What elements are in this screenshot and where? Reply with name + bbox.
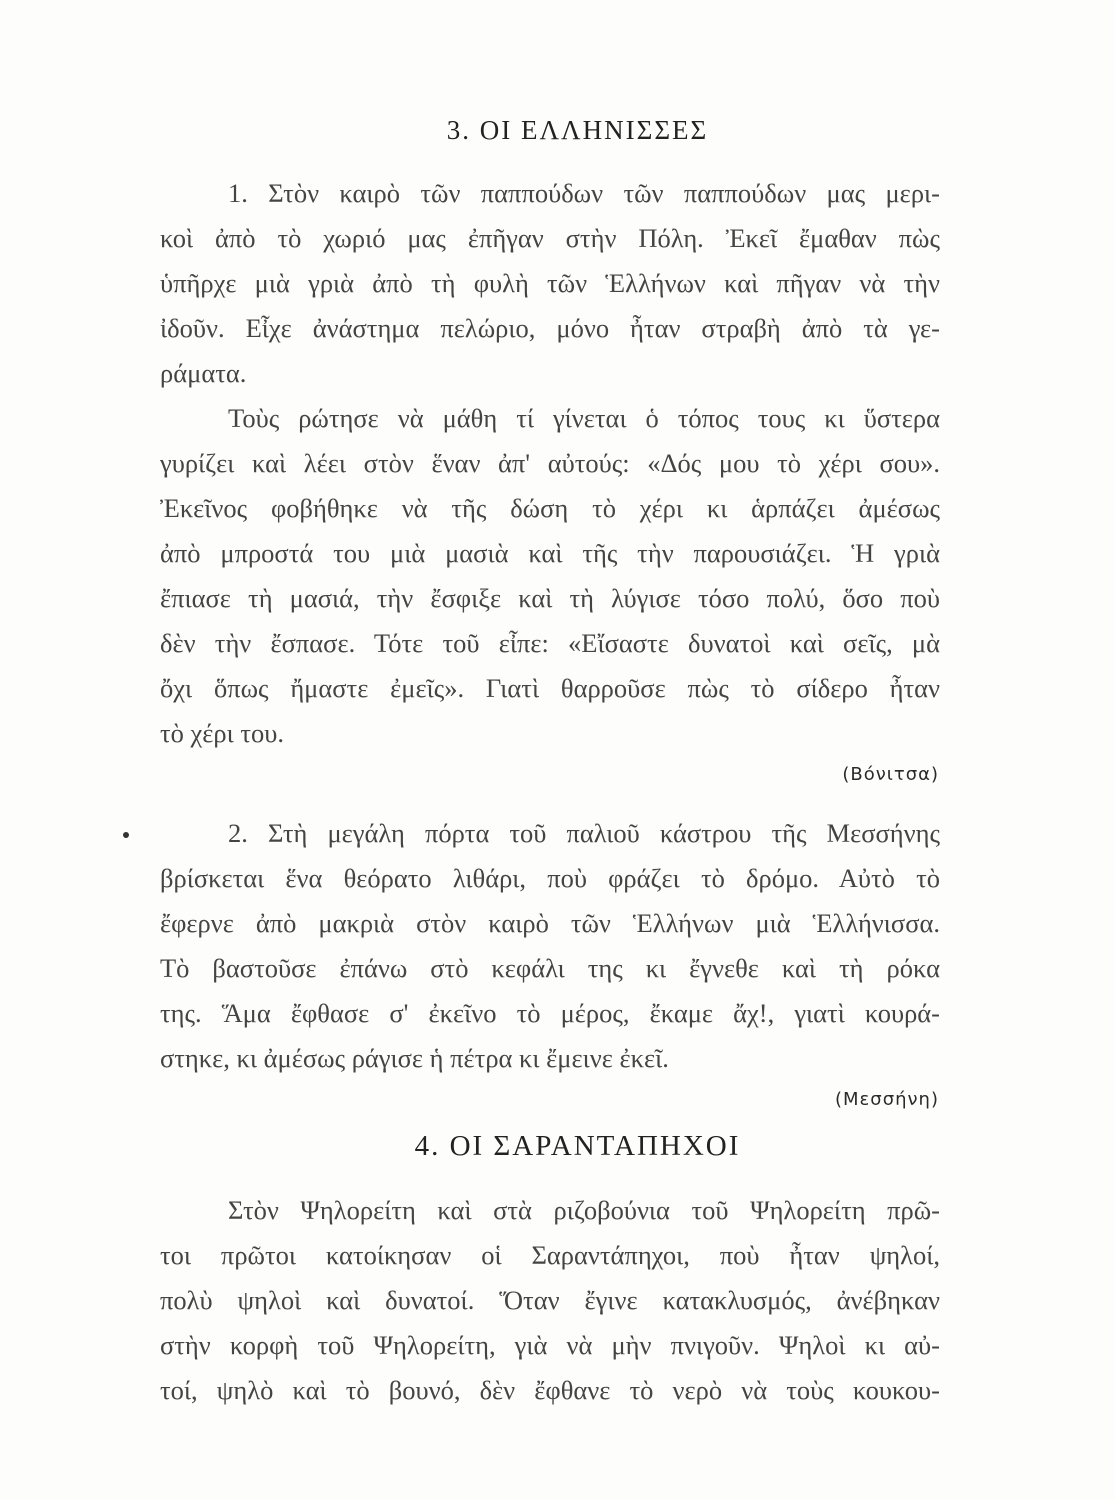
section-4-heading: 4. ΟΙ ΣΑΡΑΝΤΑΠΗΧΟΙ [414,1130,741,1162]
story2-line: της. Ἅμα ἔφθασε σ' ἐκεῖνο τὸ μέρος, ἔκαμε ἄχ!, γιατὶ κουρά- [160,998,940,1028]
story1-line: ἰδοῦν. Εἶχε ἀνάστημα πελώριο, μόνο ἦταν στραβὴ ἀπὸ τὰ γε- [160,313,940,343]
story2-line: βρίσκεται ἕνα θεόρατο λιθάρι, ποὺ φράζει τὸ δρόμο. Αὐτὸ τὸ [160,863,940,893]
story2-line: Τὸ βαστοῦσε ἐπάνω στὸ κεφάλι της κι ἔγνεθε καὶ τὴ ρόκα [160,953,940,983]
story1-line: γυρίζει καὶ λέει στὸν ἕναν ἀπ' αὐτούς: «Δός μου τὸ χέρι σου». [160,448,940,478]
story2-line: στηκε, κι ἀμέσως ράγισε ἡ πέτρα κι ἔμεινε ἐκεῖ. [160,1043,669,1073]
story2-line: 2. Στὴ μεγάλη πόρτα τοῦ παλιοῦ κάστρου τῆς Μεσσήνης [228,818,940,848]
section4-line: Στὸν Ψηλορείτη καὶ στὰ ριζοβούνια τοῦ Ψηλορείτη πρῶ- [228,1195,940,1225]
story1-line: κοὶ ἀπὸ τὸ χωριό μας ἐπῆγαν στὴν Πόλη. Ἐκεῖ ἔμαθαν πὼς [160,223,940,253]
story2-source: (Μεσσήνη) [835,1089,939,1110]
story1-line: ἔπιασε τὴ μασιά, τὴν ἔσφιξε καὶ τὴ λύγισε τόσο πολύ, ὅσο ποὺ [160,583,940,613]
section4-line: πολὺ ψηλοὶ καὶ δυνατοί. Ὅταν ἔγινε κατακλυσμός, ἀνέβηκαν [160,1285,940,1315]
story1-line: ὄχι ὅπως ἤμαστε ἐμεῖς». Γιατὶ θαρροῦσε πὼς τὸ σίδερο ἦταν [160,673,940,703]
story2-line: ἔφερνε ἀπὸ μακριὰ στὸν καιρὸ τῶν Ἑλλήνων μιὰ Ἑλλήνισσα. [160,908,940,938]
section4-line: στὴν κορφὴ τοῦ Ψηλορείτη, γιὰ νὰ μὴν πνιγοῦν. Ψηλοὶ κι αὐ- [160,1330,940,1360]
story1-line: δὲν τὴν ἔσπασε. Τότε τοῦ εἶπε: «Εἴσαστε δυνατοὶ καὶ σεῖς, μὰ [160,628,940,658]
section4-line: τοι πρῶτοι κατοίκησαν οἱ Σαραντάπηχοι, ποὺ ἦταν ψηλοί, [160,1240,940,1270]
story1-line: τὸ χέρι του. [160,718,285,748]
story1-line: ἀπὸ μπροστά του μιὰ μασιὰ καὶ τῆς τὴν παρουσιάζει. Ἡ γριὰ [160,538,940,568]
story1-line: Τοὺς ρώτησε νὰ μάθη τί γίνεται ὁ τόπος τους κι ὕστερα [228,403,940,433]
story1-source: (Βόνιτσα) [842,764,939,785]
story1-line: ράματα. [160,358,247,388]
margin-dot [123,832,129,838]
story1-line: Ἐκεῖνος φοβήθηκε νὰ τῆς δώση τὸ χέρι κι ἁρπάζει ἀμέσως [160,493,940,523]
section-3-heading: 3. ΟΙ ΕΛΛΗΝΙΣΣΕΣ [446,115,709,145]
story1-line: 1. Στὸν καιρὸ τῶν παππούδων τῶν παππούδων μας μερι- [228,178,940,208]
section4-line: τοί, ψηλὸ καὶ τὸ βουνό, δὲν ἔφθανε τὸ νερὸ νὰ τοὺς κουκου- [160,1375,940,1405]
story1-line: ὑπῆρχε μιὰ γριὰ ἀπὸ τὴ φυλὴ τῶν Ἑλλήνων καὶ πῆγαν νὰ τὴν [160,268,940,298]
